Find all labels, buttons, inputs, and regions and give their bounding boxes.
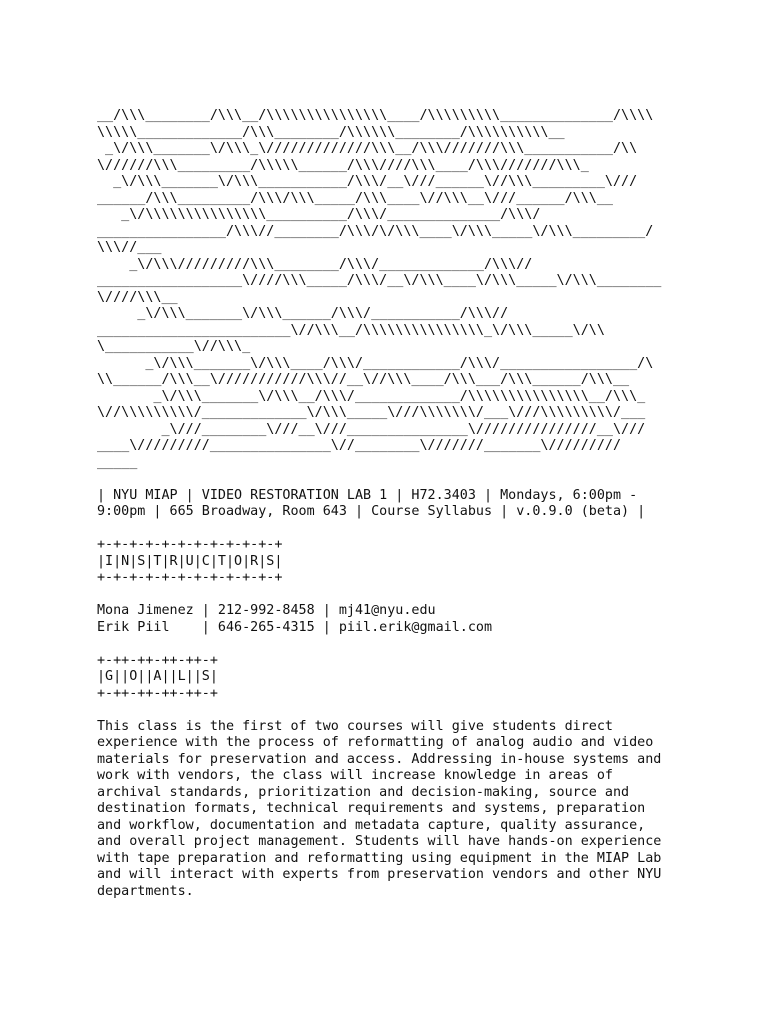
instructor-line-1: Mona Jimenez | 212-992-8458 | mj41@nyu.edu [97,603,436,618]
ascii-art-banner: __/\\\________/\\\__/\\\\\\\\\\\\\\\____/\\\\\\\\\______________/\\\\ \\\\\_____________/\\\________/\\\\\\________/\\\\\\\\\\__ _\/\\\_______\/\\\_\/////////////\\\__/\\\///////\\\___________/\\ \//////\\\_________/\\\\\______/\\\////\\\____/\\\///////\\\_ _\/\\\_______\/\\\___________/\\\/__\///______\//\\\_________\/// ______/\\\_________/\\\/\\\_____/\\\____\//\\\__\///______/\\\__ _\/\\\\\\\\\\\\\\\__________/\\\/______________/\\\/ ________________/\\\//________/\\\/\/\\\____\/\\\_____\/\\\_________/ \\\//___ _\/\\\/////////\\\________/\\\/_____________/\\\// __________________\////\\\_____/\\\/__\/\\\____\/\\\_____\/\\\________ \////\\\__ _\/\\\_______\/\\\______/\\\/___________/\\\// ________________________\//\\\__/\\\\\\\\\\\\\\\_\/\\\_____\/\\ \___________\//\\\_ _\/\\\_______\/\\\____/\\\/____________/\\\/_________________/\ \\______/\\\__\///////////\\\//__\//\\\____/\\\___/\\\______/\\\__ _\/\\\_______\/\\\__/\\\/_____________/\\\\\\\\\\\\\\\__/\\\_ \//\\\\\\\\\/_____________\/\\\_____\///\\\\\\\/___\///\\\\\\\\\/___ _\///________\///__\///_______________\///////////////__\/// ____\/////////_______________\//________\///////_______\///////// _____ [97,108,662,470]
goals-paragraph: This class is the first of two courses will give students direct experience with the process of reformatting of analog audio and video materials for preservation and access. Addressing in-house systems and work with vendors, the class will increase knowledge in areas of archival standards, prioritization and decision-making, source and destination formats, technical requirements and systems, preparation and workflow, documentation and metadata capture, quality assurance, and overall project management. Students will have hands-on experience with tape preparation and reformatting using equipment in the MIAP Lab and will interact with experts from preservation vendors and other NYU departments. [97,718,662,899]
spacer [97,471,677,488]
spacer [97,636,677,653]
spacer [97,587,677,604]
spacer [97,702,677,719]
syllabus-page [97,108,677,900]
instructor-line-2: Erik Piil | 646-265-4315 | piil.erik@gmail.com [97,619,493,635]
course-info-line: | NYU MIAP | VIDEO RESTORATION LAB 1 | H72.3403 | Mondays, 6:00pm - 9:00pm | 665 Broadway, Room 643 | Course Syllabus | v.0.9.0 (beta) | [97,487,646,519]
spacer [97,521,677,538]
instructors-heading: +-+-+-+-+-+-+-+-+-+-+-+ |I|N|S|T|R|U|C|T|O|R|S| +-+-+-+-+-+-+-+-+-+-+-+ [97,537,283,585]
goals-heading: +-++-++-++-++-+ |G||O||A||L||S| +-++-++-++-++-+ [97,652,218,701]
